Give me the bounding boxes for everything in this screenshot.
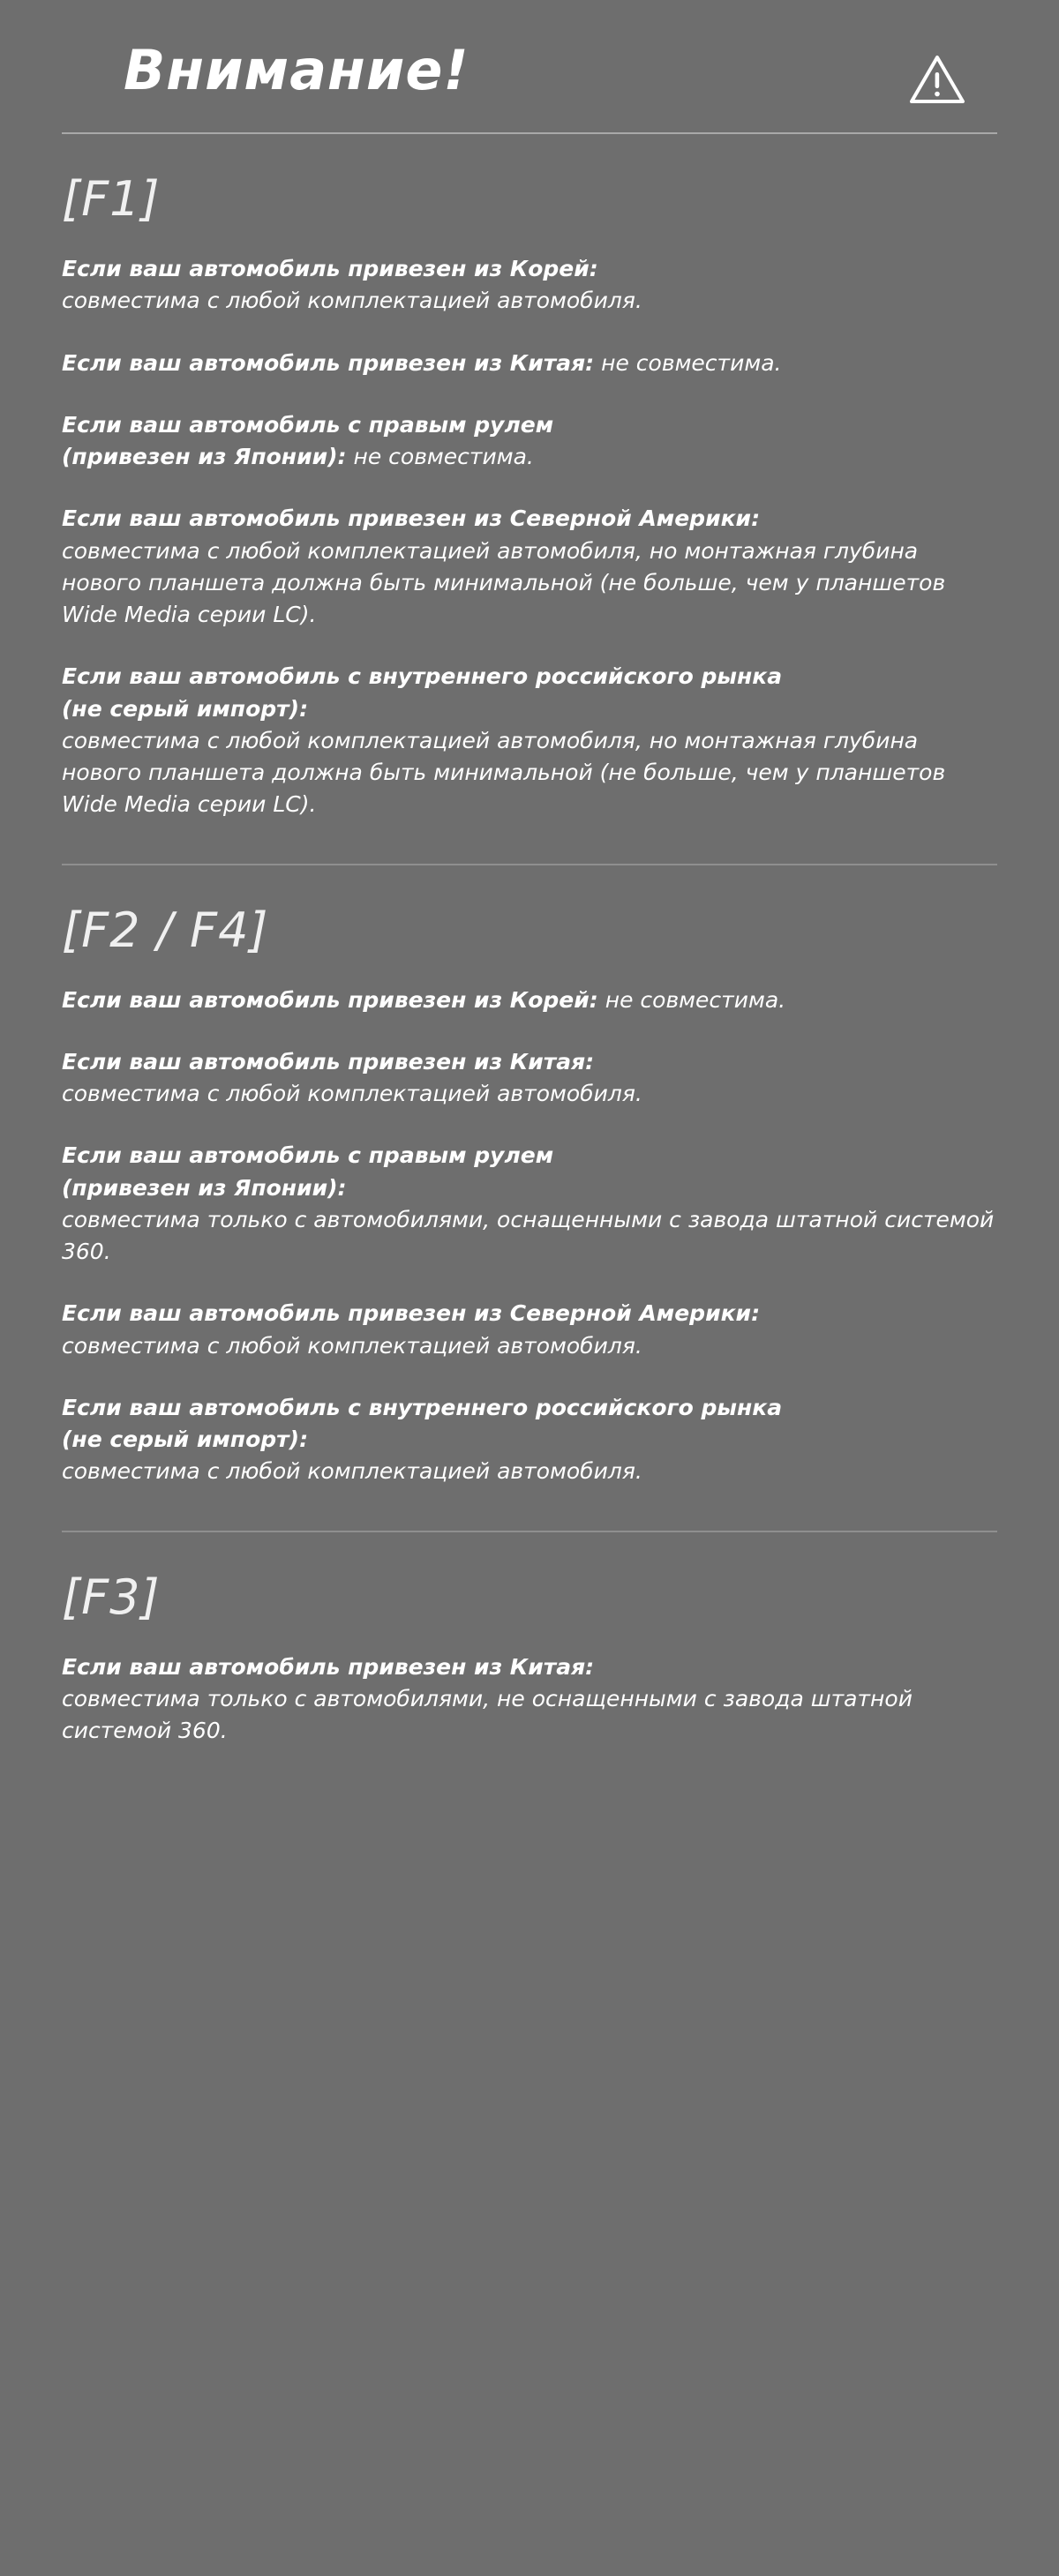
section-title-f2-f4: [F2 / F4] (62, 902, 269, 958)
block-lead: Если ваш автомобиль привезен из Корей: (62, 256, 598, 281)
block-lead-2: (не серый импорт): (62, 1427, 309, 1452)
block-line (62, 348, 997, 379)
block-body: совместима с любой комплектацией автомобиля, но монтажная глубина нового планшета должна быть минимальной (не больше, чем у планшетов Wide Media серии LC). (62, 727, 946, 818)
section-f1 (35, 171, 1024, 821)
block-body: совместима только с автомобилями, оснащенными с завода штатной системой 360. (62, 1206, 995, 1264)
warning-triangle-icon (908, 53, 966, 109)
block-lead: Если ваш автомобиль привезен из Китая: (62, 349, 595, 376)
block-lead: Если ваш автомобиль с правым рулем (62, 411, 554, 438)
block-lead-2: (не серый импорт): (62, 695, 309, 722)
block-body: не совместима. (594, 349, 782, 376)
block-line (62, 985, 997, 1016)
section-divider-1 (62, 864, 997, 865)
block-body: совместима с любой комплектацией автомобиля. (62, 1332, 642, 1359)
block-f1-japan (62, 409, 997, 474)
block-body: совместима с любой комплектацией автомобиля. (62, 1458, 642, 1485)
section-f3 (35, 1569, 1024, 1748)
block-body: не совместима. (597, 986, 786, 1013)
block-lead-2: (привезен из Японии): (62, 444, 347, 469)
page-title: Внимание! (124, 38, 469, 102)
section-title-f3: [F3] (62, 1569, 161, 1625)
block-f1-russia (62, 661, 997, 820)
block-f2-korea (62, 985, 997, 1016)
block-f1-korea (62, 253, 997, 318)
block-body: не совместима. (346, 444, 534, 469)
block-f2-japan (62, 1140, 997, 1268)
block-f2-north-america (62, 1298, 997, 1362)
block-lead-2: (привезен из Японии): (62, 1174, 347, 1201)
block-lead: Если ваш автомобиль с внутреннего российского рынка (62, 1394, 783, 1420)
section-title-f1: [F1] (62, 171, 161, 227)
block-lead: Если ваш автомобиль привезен из Китая: (62, 1653, 595, 1680)
block-line (62, 441, 997, 473)
block-f2-russia (62, 1392, 997, 1488)
block-body: совместима с любой комплектацией автомобиля, но монтажная глубина нового планшета должна быть минимальной (не больше, чем у планшетов Wide Media серии LC). (62, 537, 946, 627)
block-f1-north-america (62, 503, 997, 631)
header-divider (62, 132, 997, 134)
page-header (35, 32, 1024, 109)
block-lead: Если ваш автомобиль привезен из Северной Америки: (62, 505, 761, 532)
section-divider-2 (62, 1531, 997, 1532)
block-f3-china (62, 1651, 997, 1748)
block-f1-china (62, 348, 997, 379)
block-f2-china (62, 1046, 997, 1111)
block-body: совместима с любой комплектацией автомобиля. (62, 288, 642, 314)
block-body: совместима только с автомобилями, не оснащенными с завода штатной системой 360. (62, 1685, 913, 1743)
block-lead: Если ваш автомобиль привезен из Китая: (62, 1048, 595, 1075)
block-body: совместима с любой комплектацией автомобиля. (62, 1081, 642, 1106)
block-lead: Если ваш автомобиль привезен из Корей: (62, 986, 598, 1013)
block-lead: Если ваш автомобиль привезен из Северной Америки: (62, 1300, 761, 1327)
block-lead: Если ваш автомобиль с внутреннего российского рынка (62, 663, 783, 690)
section-f2-f4 (35, 902, 1024, 1488)
block-lead: Если ваш автомобиль с правым рулем (62, 1142, 554, 1169)
